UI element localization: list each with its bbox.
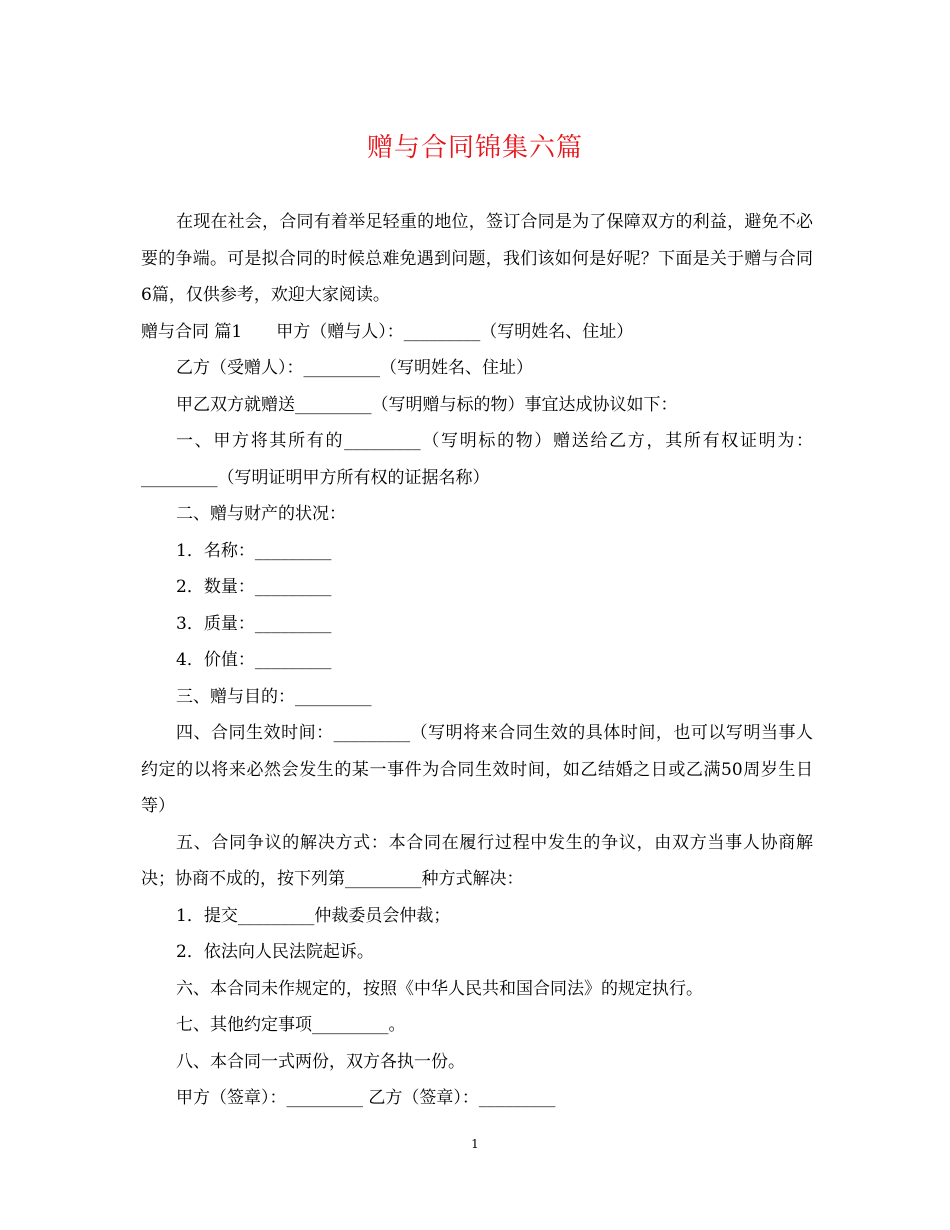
clause-2-item-quality: 3．质量：_________ bbox=[176, 613, 332, 634]
contract-heading-line: 赠与合同 篇1 甲方（赠与人）：_________（写明姓名、住址） bbox=[141, 321, 634, 342]
clause-8: 八、本合同一式两份，双方各执一份。 bbox=[176, 1051, 465, 1072]
clause-5-option-2: 2．依法向人民法院起诉。 bbox=[176, 942, 374, 962]
intro-paragraph: 在现在社会，合同有着举足轻重的地位，签订合同是为了保障双方的利益，避免不必要的争端。可是拟合同的时候总难免遇到问题，我们该如何是好呢？下面是关于赠与合同6篇，仅供参考，欢迎大家阅读。 bbox=[141, 212, 813, 305]
clause-7: 七、其他约定事项_________。 bbox=[176, 1015, 406, 1035]
clause-4: 四、合同生效时间：_________（写明将来合同生效的具体时间，也可以写明当事人约定的以将来必然会发生的某一事件为合同生效时间，如乙结婚之日或乙满50周岁生日等） bbox=[141, 723, 813, 816]
document-body bbox=[141, 204, 813, 1117]
clause-2: 二、赠与财产的状况： bbox=[176, 504, 346, 524]
clause-1: 一、甲方将其所有的_________（写明标的物）赠送给乙方，其所有权证明为：_________（写明证明甲方所有权的证据名称） bbox=[141, 431, 813, 488]
agreement-intro-line: 甲乙双方就赠送_________（写明赠与标的物）事宜达成协议如下： bbox=[176, 394, 678, 415]
clause-2-item-name: 1．名称：_________ bbox=[176, 540, 332, 561]
clause-5-option-1: 1．提交_________仲裁委员会仲裁； bbox=[176, 905, 451, 926]
clause-3: 三、赠与目的：_________ bbox=[176, 686, 372, 707]
clause-2-item-quantity: 2．数量：_________ bbox=[176, 577, 332, 597]
clause-5: 五、合同争议的解决方式：本合同在履行过程中发生的争议，由双方当事人协商解决；协商不成的，按下列第_________种方式解决： bbox=[141, 832, 813, 889]
signature-line: 甲方（签章）：_________ 乙方（签章）：_________ bbox=[176, 1088, 556, 1108]
party-b-line: 乙方（受赠人）：_________（写明姓名、住址） bbox=[176, 358, 533, 378]
clause-2-item-value: 4．价值：_________ bbox=[176, 650, 332, 670]
page-number: 1 bbox=[471, 1137, 479, 1151]
document-title: 赠与合同锦集六篇 bbox=[366, 133, 583, 163]
clause-6: 六、本合同未作规定的，按照《中华人民共和国合同法》的规定执行。 bbox=[176, 978, 703, 999]
